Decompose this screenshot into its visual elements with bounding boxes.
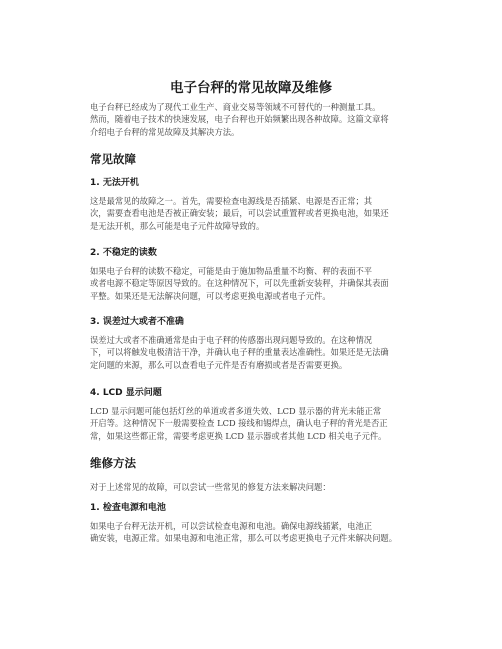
repair-heading-1: 1. 检查电源和电池 xyxy=(90,503,166,513)
paragraph-line: 如果电子台秤的读数不稳定，可能是由于施加物品重量不均衡、秤的表面不平 xyxy=(90,266,373,276)
repair-paragraph-1 xyxy=(90,520,430,545)
paragraph-line: 对于上述常见的故障，可以尝试一些常见的修复方法来解决问题： xyxy=(90,482,331,492)
intro-paragraph xyxy=(90,101,430,138)
paragraph-line: LCD 显示问题可能包括灯丝的单道或者多道失效、LCD 显示器的背光未能正常 xyxy=(90,406,382,416)
paragraph-line: 常，如果这些都正常，需要考虑更换 LCD 显示器或者其他 LCD 相关电子元件。 xyxy=(90,430,387,441)
paragraph-line: 开启等。这种情况下一般需要检查 LCD 接线和锡焊点，确认电子秤的背光是否正 xyxy=(90,418,388,429)
paragraph-line: 定问题的来源，那么可以查看电子元件是否有磨损或者是否需要更换。 xyxy=(90,359,348,370)
fault-paragraph-4 xyxy=(90,405,430,442)
paragraph-line: 误差过大或者不准确通常是由于电子秤的传感器出现问题导致的。在这种情况 xyxy=(90,335,373,345)
section-heading-repair: 维修方法 xyxy=(90,456,136,470)
paragraph-line: 是无法开机，那么可能是电子元件故障导致的。 xyxy=(90,220,265,231)
repair-intro-paragraph xyxy=(90,481,430,493)
intro-line: 然而，随着电子技术的快速发展，电子台秤也开始频繁出现各种故障。这篇文章将 xyxy=(90,114,389,125)
paragraph-line: 确安装，电源正常。如果电源和电池正常，那么可以考虑更换电子元件来解决问题。 xyxy=(90,533,397,544)
paragraph-line: 下，可以将触发电极清洁干净，并确认电子秤的重量表达准确性。如果还是无法确 xyxy=(90,347,389,358)
fault-heading-2: 2. 不稳定的读数 xyxy=(90,248,157,258)
paragraph-line: 这是最常见的故障之一。首先，需要检查电源线是否插紧、电源是否正常；其 xyxy=(90,196,373,206)
document-title: 电子台秤的常见故障及维修 xyxy=(170,80,332,96)
fault-heading-3: 3. 误差过大或者不准确 xyxy=(90,317,184,327)
intro-line: 电子台秤已经成为了现代工业生产、商业交易等领域不可替代的一种测量工具。 xyxy=(90,102,381,112)
fault-paragraph-1 xyxy=(90,195,430,232)
fault-heading-4: 4. LCD 显示问题 xyxy=(90,388,162,398)
paragraph-line: 平整。如果还是无法解决问题，可以考虑更换电源或者电子元件。 xyxy=(90,290,331,301)
paragraph-line: 如果电子台秤无法开机，可以尝试检查电源和电池。确保电源线插紧，电池正 xyxy=(90,521,373,531)
paragraph-line: 次，需要查看电池是否被正确安装；最后，可以尝试重置秤或者更换电池，如果还 xyxy=(90,208,389,219)
fault-heading-1: 1. 无法开机 xyxy=(90,178,139,188)
fault-paragraph-2 xyxy=(90,265,430,302)
paragraph-line: 或者电源不稳定等原因导致的。在这种情况下，可以先重新安装秤，并确保其表面 xyxy=(90,278,389,289)
fault-paragraph-3 xyxy=(90,334,430,371)
section-heading-faults: 常见故障 xyxy=(90,152,136,166)
intro-line: 介绍电子台秤的常见故障及其解决方法。 xyxy=(90,126,240,137)
